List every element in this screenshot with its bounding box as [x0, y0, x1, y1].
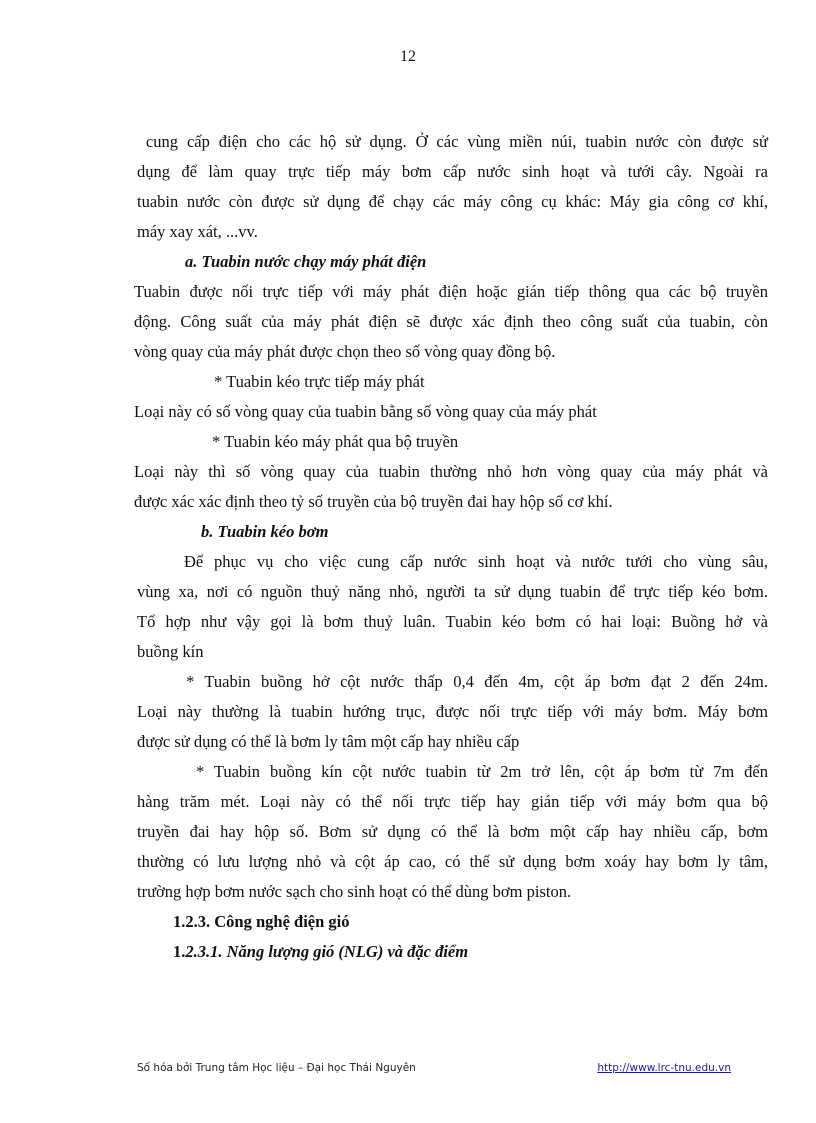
- paragraph-pump: [137, 547, 768, 667]
- text-line: được sử dụng có thể là bơm ly tâm một cấp hay nhiều cấp: [137, 732, 520, 751]
- footer-link[interactable]: http://www.lrc-tnu.edu.vn: [597, 1062, 731, 1074]
- text-line: tuabin nước còn được sử dụng để chạy các máy công cụ khác: Máy gia công cơ khí,: [137, 192, 768, 211]
- paragraph-transmission: [134, 457, 768, 517]
- heading-1-2-3-1-number: 1.: [173, 942, 186, 961]
- text-line: Loại này thường là tuabin hướng trục, được nối trực tiếp với máy bơm. Máy bơm: [137, 702, 768, 721]
- paragraph-intro: [137, 127, 768, 247]
- heading-1-2-3: 1.2.3. Công nghệ điện gió: [173, 912, 350, 931]
- heading-a: a. Tuabin nước chạy máy phát điện: [185, 252, 427, 271]
- text-line: vùng xa, nơi có nguồn thuỷ năng nhỏ, người ta sử dụng tuabin để trực tiếp kéo bơm.: [137, 582, 768, 601]
- text-line: Để phục vụ cho việc cung cấp nước sinh hoạt và nước tưới cho vùng sâu,: [184, 552, 768, 571]
- text-line: thường có lưu lượng nhỏ và cột áp cao, có thể sử dụng bơm xoáy hay bơm ly tâm,: [137, 852, 768, 871]
- text-line: trường hợp bơm nước sạch cho sinh hoạt có thể dùng bơm piston.: [137, 882, 572, 901]
- text-line: được xác xác định theo tỷ số truyền của bộ truyền đai hay hộp số cơ khí.: [134, 492, 613, 511]
- text-line: dụng để làm quay trực tiếp máy bơm cấp nước sinh hoạt và tưới cây. Ngoài ra: [137, 162, 768, 181]
- text-line: Loại này thì số vòng quay của tuabin thường nhỏ hơn vòng quay của máy phát và: [134, 462, 768, 481]
- footer-source: Số hóa bởi Trung tâm Học liệu – Đại học Thái Nguyên: [137, 1062, 416, 1074]
- text-line: hàng trăm mét. Loại này có thể nối trực tiếp hay gián tiếp với máy bơm qua bộ: [137, 792, 768, 811]
- heading-1-2-3-1: [137, 937, 768, 967]
- page-body: [134, 127, 768, 967]
- bullet-transmission-drive: * Tuabin kéo máy phát qua bộ truyền: [212, 432, 459, 451]
- text-line: Tổ hợp như vậy gọi là bơm thuỷ luân. Tuabin kéo bơm có hai loại: Buồng hở và: [137, 612, 768, 631]
- paragraph-open-chamber: [137, 667, 768, 757]
- page-number: 12: [400, 48, 416, 65]
- direct-drive-text: Loại này có số vòng quay của tuabin bằng số vòng quay của máy phát: [134, 402, 597, 421]
- heading-b: b. Tuabin kéo bơm: [201, 522, 329, 541]
- heading-1-2-3-1-title: 2.3.1. Năng lượng gió (NLG) và đặc điểm: [185, 942, 469, 961]
- text-line: vòng quay của máy phát được chọn theo số vòng quay đồng bộ.: [134, 342, 556, 361]
- text-line: buồng kín: [137, 642, 204, 661]
- paragraph-closed-chamber: [137, 757, 768, 907]
- text-line: máy xay xát, ...vv.: [137, 222, 258, 241]
- paragraph-generator: [134, 277, 768, 367]
- text-line: Tuabin được nối trực tiếp với máy phát điện hoặc gián tiếp thông qua các bộ truyền: [134, 282, 768, 301]
- text-line: cung cấp điện cho các hộ sử dụng. Ở các vùng miền núi, tuabin nước còn được sử: [137, 132, 768, 151]
- text-line: động. Công suất của máy phát điện sẽ được xác định theo công suất của tuabin, còn: [134, 312, 768, 331]
- text-line: * Tuabin buồng kín cột nước tuabin từ 2m trở lên, cột áp bơm từ 7m đến: [186, 762, 768, 781]
- text-line: truyền đai hay hộp số. Bơm sử dụng có thể là bơm một cấp hay nhiều cấp, bơm: [137, 822, 768, 841]
- text-line: * Tuabin buồng hở cột nước thấp 0,4 đến 4m, cột áp bơm đạt 2 đến 24m.: [186, 672, 768, 691]
- bullet-direct-drive: * Tuabin kéo trực tiếp máy phát: [214, 372, 425, 391]
